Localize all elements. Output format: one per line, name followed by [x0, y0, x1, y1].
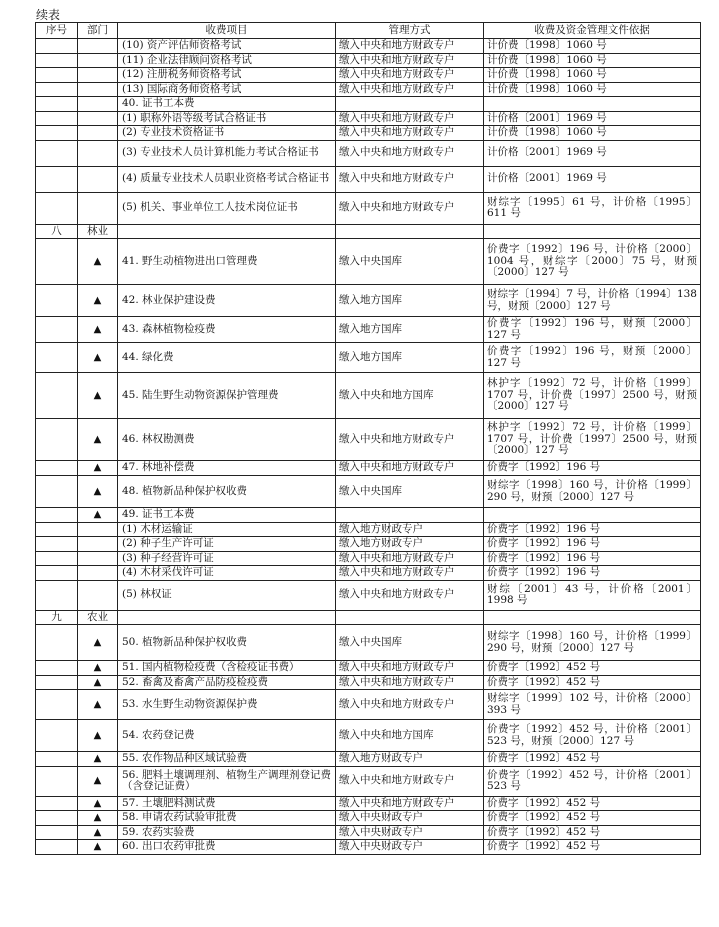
triangle-icon: ▲ — [78, 317, 118, 343]
mgmt-cell: 缴入中央和地方国库 — [336, 720, 484, 752]
mgmt-cell: 缴入中央财政专户 — [336, 811, 484, 826]
header-row — [36, 23, 701, 39]
triangle-icon: ▲ — [78, 239, 118, 285]
triangle-icon: ▲ — [78, 720, 118, 752]
item-cell: 50. 植物新品种保护权收费 — [118, 625, 336, 661]
item-cell: 57. 土壤肥料测试费 — [118, 796, 336, 811]
basis-cell: 计价费〔1998〕1060 号 — [484, 68, 701, 83]
mgmt-cell: 缴入中央和地方财政专户 — [336, 796, 484, 811]
mgmt-cell: 缴入中央财政专户 — [336, 825, 484, 840]
basis-cell: 价费字〔1992〕452 号 — [484, 825, 701, 840]
table-row — [36, 825, 701, 840]
seq-cell — [36, 551, 78, 566]
triangle-icon: ▲ — [78, 811, 118, 826]
triangle-icon: ▲ — [78, 661, 118, 676]
mgmt-cell: 缴入中央和地方财政专户 — [336, 580, 484, 610]
table-row — [36, 580, 701, 610]
item-cell: (2) 种子生产许可证 — [118, 537, 336, 552]
dept-cell: 农业 — [78, 610, 118, 625]
basis-cell — [484, 224, 701, 239]
seq-cell — [36, 661, 78, 676]
basis-cell — [484, 508, 701, 523]
seq-cell — [36, 140, 78, 166]
dept-cell — [78, 537, 118, 552]
item-cell: (3) 专业技术人员计算机能力考试合格证书 — [118, 140, 336, 166]
seq-cell — [36, 53, 78, 68]
header-item: 收费项目 — [118, 23, 336, 39]
mgmt-cell — [336, 610, 484, 625]
basis-cell: 价费字〔1992〕452 号 — [484, 661, 701, 676]
basis-cell: 价费字〔1992〕452 号 — [484, 675, 701, 690]
triangle-icon: ▲ — [78, 766, 118, 796]
item-cell: 51. 国内植物检疫费（含检疫证书费） — [118, 661, 336, 676]
seq-cell — [36, 285, 78, 317]
item-cell: 40. 证书工本费 — [118, 97, 336, 112]
table-row — [36, 537, 701, 552]
table-row — [36, 224, 701, 239]
item-cell: (2) 专业技术资格证书 — [118, 126, 336, 141]
item-cell: (4) 质量专业技术人员职业资格考试合格证书 — [118, 166, 336, 192]
table-row — [36, 239, 701, 285]
table-row — [36, 317, 701, 343]
seq-cell — [36, 82, 78, 97]
basis-cell: 计价格〔2001〕1969 号 — [484, 166, 701, 192]
mgmt-cell: 缴入中央和地方国库 — [336, 373, 484, 419]
table-row — [36, 720, 701, 752]
seq-cell — [36, 625, 78, 661]
triangle-icon: ▲ — [78, 508, 118, 523]
header-dept: 部门 — [78, 23, 118, 39]
item-cell: 60. 出口农药审批费 — [118, 840, 336, 855]
triangle-icon: ▲ — [78, 343, 118, 373]
mgmt-cell: 缴入中央财政专户 — [336, 840, 484, 855]
mgmt-cell: 缴入中央国库 — [336, 476, 484, 508]
mgmt-cell: 缴入中央和地方财政专户 — [336, 661, 484, 676]
item-cell: (12) 注册税务师资格考试 — [118, 68, 336, 83]
seq-cell — [36, 97, 78, 112]
item-cell: 45. 陆生野生动物资源保护管理费 — [118, 373, 336, 419]
table-row — [36, 476, 701, 508]
table-row — [36, 419, 701, 461]
triangle-icon: ▲ — [78, 625, 118, 661]
seq-cell — [36, 317, 78, 343]
seq-cell — [36, 192, 78, 224]
seq-cell — [36, 239, 78, 285]
item-cell — [118, 224, 336, 239]
basis-cell: 财综字〔1994〕7 号，计价格〔1994〕138 号，财预〔2000〕127 号 — [484, 285, 701, 317]
seq-cell — [36, 811, 78, 826]
item-cell: 46. 林权勘测费 — [118, 419, 336, 461]
dept-cell — [78, 82, 118, 97]
item-cell: (5) 机关、事业单位工人技术岗位证书 — [118, 192, 336, 224]
dept-cell — [78, 140, 118, 166]
item-cell: (1) 职称外语等级考试合格证书 — [118, 111, 336, 126]
basis-cell: 财综〔2001〕43 号，计价格〔2001〕1998 号 — [484, 580, 701, 610]
seq-cell — [36, 39, 78, 54]
dept-cell — [78, 551, 118, 566]
table-row — [36, 373, 701, 419]
basis-cell: 林护字〔1992〕72 号，计价格〔1999〕1707 号，计价费〔1997〕2500 号，财预〔2000〕127 号 — [484, 373, 701, 419]
mgmt-cell: 缴入中央和地方财政专户 — [336, 53, 484, 68]
table-row — [36, 811, 701, 826]
table-row — [36, 675, 701, 690]
table-row — [36, 840, 701, 855]
item-cell: 59. 农药实验费 — [118, 825, 336, 840]
dept-cell — [78, 39, 118, 54]
seq-cell — [36, 111, 78, 126]
mgmt-cell: 缴入地方国库 — [336, 343, 484, 373]
mgmt-cell: 缴入中央和地方财政专户 — [336, 690, 484, 720]
seq-cell — [36, 840, 78, 855]
basis-cell: 计价费〔1998〕1060 号 — [484, 82, 701, 97]
table-row — [36, 126, 701, 141]
seq-cell — [36, 675, 78, 690]
seq-cell — [36, 461, 78, 476]
table-row — [36, 343, 701, 373]
item-cell: 55. 农作物品种区域试验费 — [118, 752, 336, 767]
item-cell: 48. 植物新品种保护权收费 — [118, 476, 336, 508]
dept-cell — [78, 126, 118, 141]
mgmt-cell — [336, 508, 484, 523]
seq-cell — [36, 343, 78, 373]
triangle-icon: ▲ — [78, 461, 118, 476]
table-row — [36, 111, 701, 126]
basis-cell — [484, 97, 701, 112]
fee-table — [35, 22, 701, 855]
basis-cell: 价费字〔1992〕452 号 — [484, 811, 701, 826]
table-row — [36, 285, 701, 317]
basis-cell — [484, 610, 701, 625]
triangle-icon: ▲ — [78, 825, 118, 840]
mgmt-cell — [336, 97, 484, 112]
seq-cell — [36, 126, 78, 141]
mgmt-cell: 缴入中央和地方财政专户 — [336, 551, 484, 566]
table-row — [36, 97, 701, 112]
seq-cell — [36, 825, 78, 840]
basis-cell: 计价格〔2001〕1969 号 — [484, 111, 701, 126]
basis-cell: 财综字〔1998〕160 号，计价格〔1999〕290 号，财预〔2000〕127 号 — [484, 625, 701, 661]
basis-cell: 价费字〔1992〕196 号 — [484, 461, 701, 476]
table-row — [36, 192, 701, 224]
mgmt-cell: 缴入中央和地方财政专户 — [336, 126, 484, 141]
triangle-icon: ▲ — [78, 796, 118, 811]
table-row — [36, 39, 701, 54]
basis-cell: 价费字〔1992〕196 号 — [484, 551, 701, 566]
mgmt-cell: 缴入地方财政专户 — [336, 537, 484, 552]
mgmt-cell: 缴入中央和地方财政专户 — [336, 82, 484, 97]
mgmt-cell: 缴入地方国库 — [336, 317, 484, 343]
mgmt-cell: 缴入中央和地方财政专户 — [336, 675, 484, 690]
table-row — [36, 625, 701, 661]
dept-cell — [78, 522, 118, 537]
basis-cell: 价费字〔1992〕452 号 — [484, 840, 701, 855]
item-cell: (5) 林权证 — [118, 580, 336, 610]
item-cell: (13) 国际商务师资格考试 — [118, 82, 336, 97]
seq-cell — [36, 766, 78, 796]
seq-cell — [36, 566, 78, 581]
seq-cell — [36, 373, 78, 419]
dept-cell — [78, 53, 118, 68]
triangle-icon: ▲ — [78, 675, 118, 690]
item-cell: 52. 畜禽及畜禽产品防疫检疫费 — [118, 675, 336, 690]
item-cell: (4) 木材采伐许可证 — [118, 566, 336, 581]
dept-cell — [78, 580, 118, 610]
item-cell: 54. 农药登记费 — [118, 720, 336, 752]
header-basis: 收费及资金管理文件依据 — [484, 23, 701, 39]
seq-cell — [36, 522, 78, 537]
table-row — [36, 522, 701, 537]
header-mgmt: 管理方式 — [336, 23, 484, 39]
mgmt-cell: 缴入中央和地方财政专户 — [336, 192, 484, 224]
basis-cell: 价费字〔1992〕196 号，计价格〔2000〕1004 号，财综字〔2000〕75 号，财预〔2000〕127 号 — [484, 239, 701, 285]
basis-cell: 价费字〔1992〕196 号 — [484, 566, 701, 581]
seq-cell — [36, 508, 78, 523]
item-cell: 43. 森林植物检疫费 — [118, 317, 336, 343]
item-cell: 53. 水生野生动物资源保护费 — [118, 690, 336, 720]
table-row — [36, 461, 701, 476]
basis-cell: 价费字〔1992〕452 号，计价格〔2001〕523 号，财预〔2000〕127 号 — [484, 720, 701, 752]
table-row — [36, 566, 701, 581]
dept-cell — [78, 97, 118, 112]
basis-cell: 财综字〔1998〕160 号，计价格〔1999〕290 号，财预〔2000〕127 号 — [484, 476, 701, 508]
table-row — [36, 166, 701, 192]
dept-cell — [78, 566, 118, 581]
mgmt-cell: 缴入中央国库 — [336, 625, 484, 661]
mgmt-cell: 缴入中央和地方财政专户 — [336, 68, 484, 83]
item-cell: 58. 申请农药试验审批费 — [118, 811, 336, 826]
mgmt-cell: 缴入中央和地方财政专户 — [336, 419, 484, 461]
table-caption: 续表 — [36, 8, 61, 22]
dept-cell — [78, 111, 118, 126]
mgmt-cell: 缴入地方国库 — [336, 285, 484, 317]
seq-cell — [36, 580, 78, 610]
basis-cell: 计价费〔1998〕1060 号 — [484, 53, 701, 68]
table-row — [36, 140, 701, 166]
table-row — [36, 82, 701, 97]
basis-cell: 价费字〔1992〕452 号 — [484, 752, 701, 767]
item-cell: 42. 林业保护建设费 — [118, 285, 336, 317]
mgmt-cell: 缴入中央和地方财政专户 — [336, 39, 484, 54]
table-row — [36, 752, 701, 767]
table-row — [36, 551, 701, 566]
item-cell: 49. 证书工本费 — [118, 508, 336, 523]
item-cell: 56. 肥料土壤调理剂、植物生产调理剂登记费（含登记证费） — [118, 766, 336, 796]
mgmt-cell: 缴入中央和地方财政专户 — [336, 766, 484, 796]
seq-cell — [36, 476, 78, 508]
mgmt-cell: 缴入中央和地方财政专户 — [336, 166, 484, 192]
table-row — [36, 796, 701, 811]
mgmt-cell: 缴入中央和地方财政专户 — [336, 111, 484, 126]
table-row — [36, 690, 701, 720]
mgmt-cell: 缴入中央和地方财政专户 — [336, 566, 484, 581]
basis-cell: 价费字〔1992〕452 号，计价格〔2001〕523 号 — [484, 766, 701, 796]
dept-cell: 林业 — [78, 224, 118, 239]
triangle-icon: ▲ — [78, 285, 118, 317]
mgmt-cell: 缴入地方财政专户 — [336, 522, 484, 537]
triangle-icon: ▲ — [78, 690, 118, 720]
basis-cell: 计价费〔1998〕1060 号 — [484, 126, 701, 141]
triangle-icon: ▲ — [78, 373, 118, 419]
triangle-icon: ▲ — [78, 752, 118, 767]
seq-cell — [36, 537, 78, 552]
item-cell — [118, 610, 336, 625]
seq-cell — [36, 796, 78, 811]
basis-cell: 价费字〔1992〕196 号，财预〔2000〕127 号 — [484, 317, 701, 343]
basis-cell: 价费字〔1992〕196 号 — [484, 537, 701, 552]
mgmt-cell: 缴入地方财政专户 — [336, 752, 484, 767]
table-row — [36, 68, 701, 83]
basis-cell: 价费字〔1992〕196 号 — [484, 522, 701, 537]
table-body — [36, 39, 701, 855]
item-cell: 47. 林地补偿费 — [118, 461, 336, 476]
table-row — [36, 53, 701, 68]
seq-cell — [36, 68, 78, 83]
dept-cell — [78, 192, 118, 224]
seq-cell — [36, 419, 78, 461]
basis-cell: 计价费〔1998〕1060 号 — [484, 39, 701, 54]
seq-cell — [36, 166, 78, 192]
item-cell: 44. 绿化费 — [118, 343, 336, 373]
item-cell: (3) 种子经营许可证 — [118, 551, 336, 566]
seq-cell — [36, 720, 78, 752]
seq-cell — [36, 752, 78, 767]
seq-cell: 九 — [36, 610, 78, 625]
seq-cell — [36, 690, 78, 720]
item-cell: (11) 企业法律顾问资格考试 — [118, 53, 336, 68]
table-row — [36, 610, 701, 625]
triangle-icon: ▲ — [78, 476, 118, 508]
mgmt-cell: 缴入中央和地方财政专户 — [336, 461, 484, 476]
mgmt-cell — [336, 224, 484, 239]
dept-cell — [78, 166, 118, 192]
header-seq: 序号 — [36, 23, 78, 39]
basis-cell: 价费字〔1992〕196 号，财预〔2000〕127 号 — [484, 343, 701, 373]
item-cell: 41. 野生动植物进出口管理费 — [118, 239, 336, 285]
dept-cell — [78, 68, 118, 83]
table-row — [36, 661, 701, 676]
table-row — [36, 766, 701, 796]
mgmt-cell: 缴入中央国库 — [336, 239, 484, 285]
basis-cell: 财综字〔1999〕102 号，计价格〔2000〕393 号 — [484, 690, 701, 720]
seq-cell: 八 — [36, 224, 78, 239]
basis-cell: 林护字〔1992〕72 号，计价格〔1999〕1707 号，计价费〔1997〕2500 号，财预〔2000〕127 号 — [484, 419, 701, 461]
item-cell: (1) 木材运输证 — [118, 522, 336, 537]
basis-cell: 计价格〔2001〕1969 号 — [484, 140, 701, 166]
triangle-icon: ▲ — [78, 419, 118, 461]
item-cell: (10) 资产评估师资格考试 — [118, 39, 336, 54]
triangle-icon: ▲ — [78, 840, 118, 855]
basis-cell: 价费字〔1992〕452 号 — [484, 796, 701, 811]
table-row — [36, 508, 701, 523]
mgmt-cell: 缴入中央和地方财政专户 — [336, 140, 484, 166]
basis-cell: 财综字〔1995〕61 号，计价格〔1995〕611 号 — [484, 192, 701, 224]
